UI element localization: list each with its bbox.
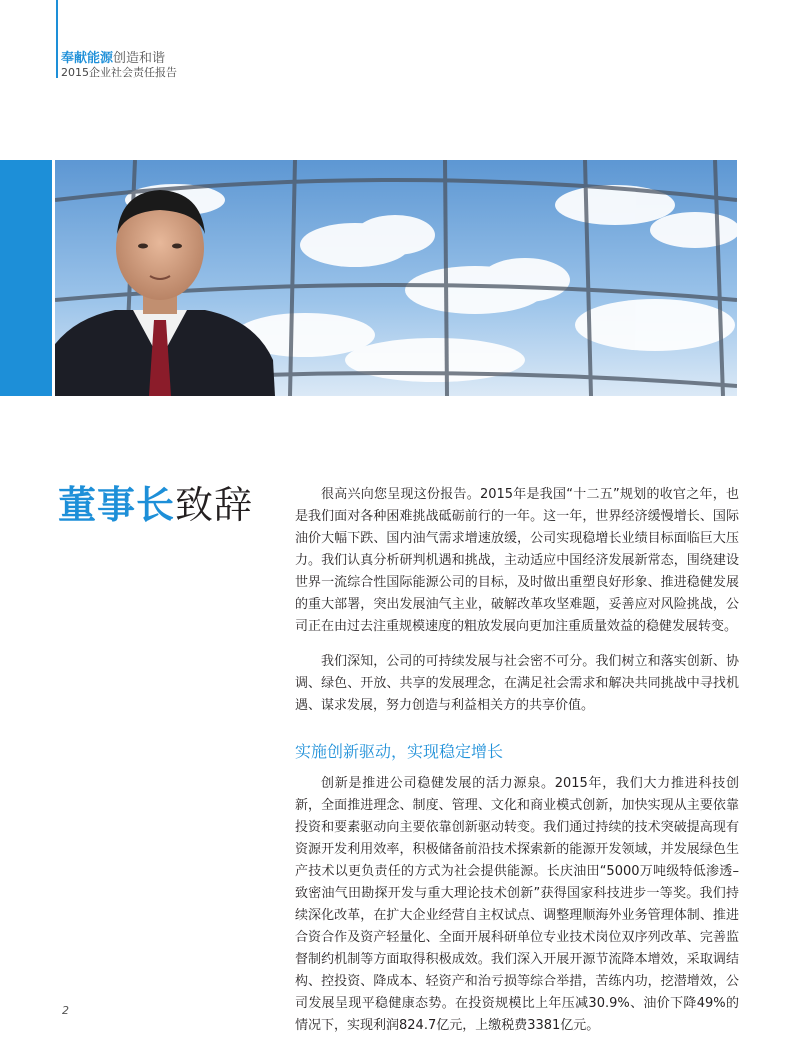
chairman-photo <box>55 160 737 396</box>
header-accent-bar <box>56 0 58 78</box>
report-subtitle: 2015企业社会责任报告 <box>61 66 177 79</box>
paragraph-1: 很高兴向您呈现这份报告。2015年是我国“十二五”规划的收官之年，也是我们面对各种困难挑战砥砺前行的一年。这一年，世界经济缓慢增长、国际油价大幅下跌、国内油气需求增速放缓，公司实现稳增长业绩目标面临巨大压力。我们认真分析研判机遇和挑战，主动适应中国经济发展新常态，围绕建设世界一流综合性国际能源公司的目标，及时做出重塑良好形象、推进稳健发展的重大部署，突出发展油气主业，破解改革攻坚难题，妥善应对风险挑战，公司正在由过去注重规模速度的粗放发展向更加注重质量效益的稳健发展转变。 <box>295 487 739 634</box>
brand-slogan-rest: 创造和谐 <box>113 51 166 66</box>
paragraph-3: 创新是推进公司稳健发展的活力源泉。2015年，我们大力推进科技创新，全面推进理念、制度、管理、文化和商业模式创新，加快实现从主要依靠投资和要素驱动向主要依靠创新驱动转变。我们通过持续的技术突破提高现有资源开发利用效率，积极储备前沿技术探索新的能源开发领域，并发展绿色生产技术以更负责任的方式为社会提供能源。长庆油田“5000万吨级特低渗透–致密油气田勘探开发与重大理论技术创新”获得国家科技进步一等奖。我们持续深化改革，在扩大企业经营自主权试点、调整理顺海外业务管理体制、推进合资合作及资产轻量化、全面开展科研单位专业技术岗位双序列改革、完善监督制约机制等方面取得积极成效。我们深入开展开源节流降本增效，采取调结构、控投资、降成本、轻资产和治亏损等综合举措，苦练内功，挖潜增效，公司发展呈现平稳健康态势。在投资规模比上年压减30.9%、油价下降49%的情况下，实现利润824.7亿元，上缴税费3381亿元。 <box>295 776 739 1033</box>
section-heading: 实施创新驱动，实现稳定增长 <box>295 742 504 761</box>
chairman-photo-illustration <box>55 160 737 396</box>
title-blue-part: 董事长 <box>58 483 176 527</box>
side-accent-bar <box>0 160 52 396</box>
report-brand <box>61 52 165 66</box>
page-number: 2 <box>62 1004 69 1017</box>
letter-body <box>295 484 739 1050</box>
brand-slogan-strong: 奉献能源 <box>61 51 114 66</box>
page-title <box>58 480 253 530</box>
paragraph-2: 我们深知，公司的可持续发展与社会密不可分。我们树立和落实创新、协调、绿色、开放、共享的发展理念，在满足社会需求和解决共同挑战中寻找机遇、谋求发展，努力创造与利益相关方的共享价值。 <box>295 654 739 713</box>
title-black-part: 致辞 <box>175 483 254 527</box>
